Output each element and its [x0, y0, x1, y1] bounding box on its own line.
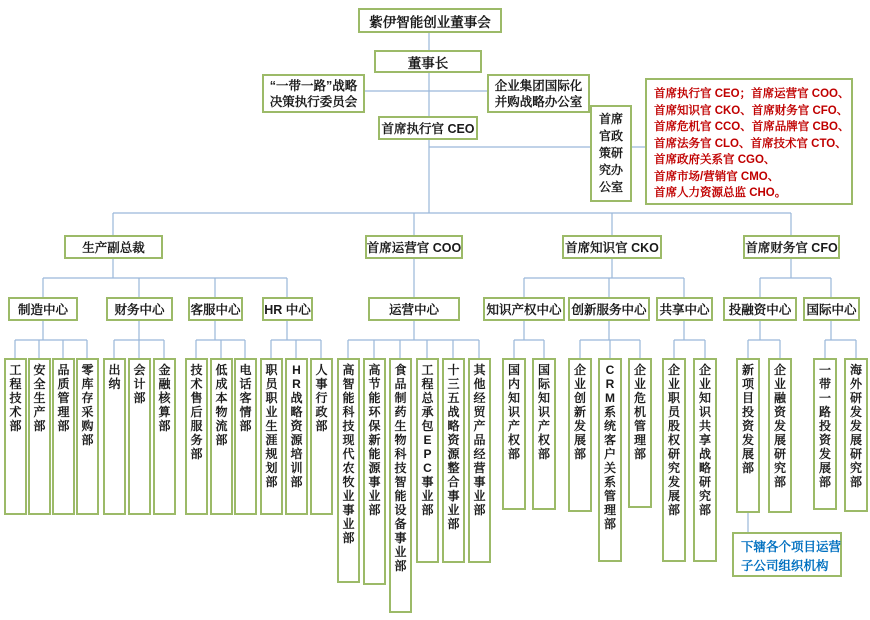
- bu-other-trade-products: 其他经贸产品经营事业部: [468, 358, 491, 563]
- dept-career-planning: 职员职业生涯规划部: [260, 358, 283, 515]
- center-sharing: 共享中心: [656, 297, 713, 321]
- node-chairman: 董事长: [374, 50, 482, 73]
- center-innovation-service: 创新服务中心: [568, 297, 650, 321]
- node-intl-ma-office: [487, 74, 590, 113]
- dept-crm-customer-relations: CRM系统客户关系管理部: [598, 358, 622, 562]
- dept-accounting: 会计部: [128, 358, 151, 515]
- bu-food-pharma-smart-equipment: 食品制药生物科技智能设备事业部: [389, 358, 412, 613]
- dept-hr-strategy-training: HR战略资源培训部: [285, 358, 308, 515]
- dept-employee-equity-research: 企业职员股权研究发展部: [662, 358, 686, 562]
- node-ceo: 首席执行官 CEO: [378, 116, 478, 140]
- node-intl-ma-office-line1: 企业集团国际化: [494, 78, 583, 93]
- dept-crisis-management: 企业危机管理部: [628, 358, 652, 508]
- dept-overseas-rd-research: 海外研发发展研究部: [844, 358, 868, 512]
- cxo-legend-line: 首席危机官 CCO、首席品牌官 CBO、: [654, 121, 850, 133]
- dept-financial-audit: 金融核算部: [153, 358, 176, 515]
- center-ip: 知识产权中心: [483, 297, 565, 321]
- dept-engineering-tech: 工程技术部: [4, 358, 27, 515]
- node-coo: 首席运营官 COO: [365, 235, 463, 259]
- node-cfo: 首席财务官 CFO: [743, 235, 840, 259]
- dept-enterprise-innovation: 企业创新发展部: [568, 358, 592, 512]
- bu-energy-saving-new-energy: 高节能环保新能源事业部: [363, 358, 386, 585]
- cxo-legend-line: 首席知识官 CKO、首席财务官 CFO、: [654, 104, 849, 117]
- dept-safety-production: 安全生产部: [28, 358, 51, 515]
- center-finance: 财务中心: [106, 297, 173, 321]
- dept-domestic-ip: 国内知识产权部: [502, 358, 526, 510]
- dept-personnel-admin: 人事行政部: [310, 358, 333, 515]
- center-customer-service: 客服中心: [188, 297, 243, 321]
- center-operations: 运营中心: [368, 297, 460, 321]
- dept-cashier: 出纳: [103, 358, 126, 515]
- node-belt-road-committee-line1: “一带一路”战略: [269, 78, 358, 93]
- node-intl-ma-office-line2: 并购战略办公室: [494, 94, 583, 109]
- subsidiary-note-line1: 下辖各个项目运营: [741, 540, 842, 554]
- dept-knowledge-sharing-strategy: 企业知识共享战略研究部: [693, 358, 717, 562]
- center-international: 国际中心: [803, 297, 860, 321]
- node-cko: 首席知识官 CKO: [562, 235, 662, 259]
- node-belt-road-committee-line2: 决策执行委员会: [269, 94, 358, 109]
- dept-financing-development-research: 企业融资发展研究部: [768, 358, 792, 513]
- node-board: 紫伊智能创业董事会: [358, 8, 502, 33]
- node-belt-road-committee: [262, 74, 365, 113]
- cxo-legend-line: 首席市场/营销官 CMO、: [654, 170, 780, 183]
- bu-13th-five-year-resources: 十三五战略资源整合事业部: [442, 358, 465, 563]
- cxo-legend-line: 首席法务官 CLO、首席技术官 CTO、: [654, 137, 847, 150]
- dept-quality-management: 品质管理部: [52, 358, 75, 515]
- node-production-vp: 生产副总裁: [64, 235, 163, 259]
- cxo-legend-line: 首席人力资源总监 CHO。: [654, 187, 787, 199]
- cxo-legend-line: 首席执行官 CEO；首席运营官 COO、: [654, 88, 850, 100]
- bu-smart-agriculture: 高智能科技现代农牧业事业部: [337, 358, 360, 583]
- dept-low-cost-logistics: 低成本物流部: [210, 358, 233, 515]
- center-manufacturing: 制造中心: [8, 297, 78, 321]
- cxo-legend-line: 首席政府关系官 CGO、: [654, 154, 776, 166]
- dept-international-ip: 国际知识产权部: [532, 358, 556, 510]
- dept-belt-road-investment: 一带一路投资发展部: [813, 358, 837, 510]
- bu-epc-contracting: 工程总承包EPC事业部: [416, 358, 439, 563]
- dept-new-project-investment: 新项目投资发展部: [736, 358, 760, 513]
- node-policy-research-office: 首席官政策研究办公室: [590, 105, 632, 202]
- dept-after-sales-service: 技术售后服务部: [185, 358, 208, 515]
- dept-phone-customer-care: 电话客情部: [234, 358, 257, 515]
- center-investment-financing: 投融资中心: [723, 297, 797, 321]
- subsidiary-note: [732, 532, 842, 577]
- subsidiary-note-line2: 子公司组织机构: [741, 559, 829, 573]
- center-hr: HR 中心: [262, 297, 313, 321]
- cxo-legend: [645, 78, 853, 205]
- dept-zero-inventory-procurement: 零库存采购部: [76, 358, 99, 515]
